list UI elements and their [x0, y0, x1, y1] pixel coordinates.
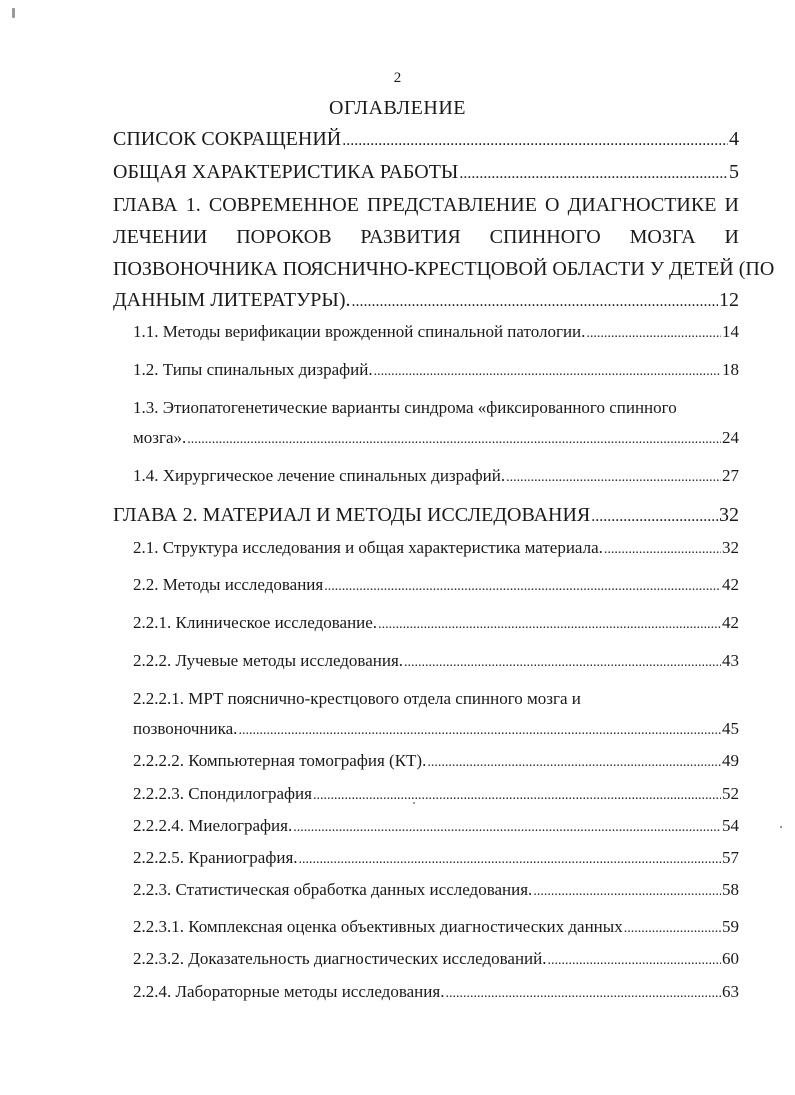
toc-1-3-line-1: 1.3. Этиопатогенетические варианты синдрома «фиксированного спинного	[133, 398, 677, 417]
dot-leader	[404, 651, 721, 671]
dot-leader	[352, 289, 719, 312]
toc-entry-2-2-2-3[interactable]	[133, 784, 739, 804]
dot-leader	[313, 784, 721, 804]
dot-leader	[506, 466, 721, 486]
toc-entry-1-1[interactable]	[133, 322, 739, 342]
toc-entry-label: 2.2.2.3. Спондилография	[133, 784, 312, 803]
toc-entry-page: 14	[722, 322, 739, 341]
dot-leader	[459, 161, 728, 184]
dot-leader	[624, 917, 721, 937]
toc-entry-page: 5	[729, 161, 739, 183]
dot-leader	[548, 949, 722, 969]
toc-entry-2-2-3[interactable]	[133, 880, 739, 900]
toc-entry-2-2-2-5[interactable]	[133, 848, 739, 868]
toc-entry-label: 2.2.3. Статистическая обработка данных исследования.	[133, 880, 533, 899]
toc-entry-page: 32	[719, 504, 739, 526]
toc-entry-2-1[interactable]	[133, 538, 739, 558]
toc-entry-label: 1.1. Методы верификации врожденной спинальной патологии.	[133, 322, 586, 341]
toc-entry-page: 57	[722, 848, 739, 867]
toc-entry-2-2-2-2[interactable]	[133, 751, 739, 771]
toc-entry-page: 59	[722, 917, 739, 936]
toc-2-2-2-1-line-1: 2.2.2.1. МРТ пояснично-крестцового отдела спинного мозга и	[133, 689, 581, 708]
toc-entry-label: 2.2.2.2. Компьютерная томография (КТ).	[133, 751, 427, 770]
dot-leader	[238, 719, 721, 739]
toc-entry-label: 2.2.2.5. Краниография.	[133, 848, 298, 867]
toc-entry-label: 2.2.3.1. Комплексная оценка объективных диагностических данных	[133, 917, 623, 936]
toc-entry-2-2-3-2[interactable]	[133, 949, 739, 969]
dot-leader	[591, 504, 718, 527]
dot-leader	[427, 751, 721, 771]
toc-chapter1-line-2: ЛЕЧЕНИИ ПОРОКОВ РАЗВИТИЯ СПИННОГО МОЗГА И	[113, 226, 739, 248]
toc-entry-label: 2.2. Методы исследования	[133, 575, 324, 594]
toc-entry-label: 2.2.3.2. Доказательность диагностических исследований.	[133, 949, 547, 968]
toc-entry-2-2-1[interactable]	[133, 613, 739, 633]
toc-entry-1-4[interactable]	[133, 466, 739, 486]
toc-entry-abbreviations[interactable]	[113, 128, 739, 151]
toc-entry-page: 43	[722, 651, 739, 670]
toc-entry-label: 1.2. Типы спинальных дизрафий.	[133, 360, 373, 379]
toc-entry-label: 2.2.4. Лабораторные методы исследования.	[133, 982, 445, 1001]
toc-entry-page: 24	[722, 428, 739, 447]
toc-entry-label: 2.2.2. Лучевые методы исследования.	[133, 651, 404, 670]
toc-entry-page: 42	[722, 575, 739, 594]
scan-artifact	[780, 826, 782, 828]
toc-entry-page: 27	[722, 466, 739, 485]
dot-leader	[324, 575, 721, 595]
toc-entry-label: 2.2.1. Клиническое исследование.	[133, 613, 378, 632]
dot-leader	[604, 538, 721, 558]
toc-entry-2-2-4[interactable]	[133, 982, 739, 1002]
dot-leader	[374, 360, 721, 380]
dot-leader	[299, 848, 721, 868]
page-title: ОГЛАВЛЕНИЕ	[329, 97, 466, 119]
toc-entry-page: 12	[719, 289, 739, 311]
dot-leader	[378, 613, 721, 633]
toc-entry-1-3[interactable]	[133, 428, 739, 448]
toc-chapter1-line-1: ГЛАВА 1. СОВРЕМЕННОЕ ПРЕДСТАВЛЕНИЕ О ДИАГНОСТИКЕ И	[113, 194, 739, 216]
toc-entry-label: 2.2.2.4. Миелография.	[133, 816, 293, 835]
scan-artifact	[12, 8, 15, 18]
toc-entry-chapter-2[interactable]	[113, 504, 739, 527]
toc-entry-2-2-2[interactable]	[133, 651, 739, 671]
toc-entry-label: ГЛАВА 2. МАТЕРИАЛ И МЕТОДЫ ИССЛЕДОВАНИЯ	[113, 504, 591, 526]
dot-leader	[187, 428, 721, 448]
page-number: 2	[393, 70, 402, 86]
scan-artifact	[413, 802, 415, 804]
toc-entry-label: ОБЩАЯ ХАРАКТЕРИСТИКА РАБОТЫ	[113, 161, 459, 183]
dot-leader	[586, 322, 721, 342]
toc-entry-label: СПИСОК СОКРАЩЕНИЙ	[113, 128, 342, 150]
toc-entry-label: мозга».	[133, 428, 187, 447]
toc-entry-chapter-1[interactable]	[113, 289, 739, 312]
dot-leader	[342, 128, 728, 151]
toc-entry-page: 18	[722, 360, 739, 379]
toc-entry-2-2-3-1[interactable]	[133, 917, 739, 937]
toc-entry-general-description[interactable]	[113, 161, 739, 184]
toc-entry-2-2-2-4[interactable]	[133, 816, 739, 836]
toc-entry-2-2-2-1[interactable]	[133, 719, 739, 739]
toc-entry-1-2[interactable]	[133, 360, 739, 380]
toc-entry-page: 58	[722, 880, 739, 899]
toc-entry-label: 1.4. Хирургическое лечение спинальных дизрафий.	[133, 466, 506, 485]
toc-entry-page: 54	[722, 816, 739, 835]
toc-entry-page: 52	[722, 784, 739, 803]
toc-entry-label: ДАННЫМ ЛИТЕРАТУРЫ).	[113, 289, 351, 311]
toc-entry-page: 60	[722, 949, 739, 968]
toc-entry-page: 63	[722, 982, 739, 1001]
toc-entry-page: 45	[722, 719, 739, 738]
toc-entry-2-2[interactable]	[133, 575, 739, 595]
toc-entry-label: позвоночника.	[133, 719, 238, 738]
toc-entry-label: 2.1. Структура исследования и общая характеристика материала.	[133, 538, 603, 557]
toc-entry-page: 32	[722, 538, 739, 557]
toc-entry-page: 4	[729, 128, 739, 150]
dot-leader	[445, 982, 721, 1002]
toc-chapter1-line-3: ПОЗВОНОЧНИКА ПОЯСНИЧНО-КРЕСТЦОВОЙ ОБЛАСТИ У ДЕТЕЙ (ПО	[113, 258, 775, 280]
dot-leader	[293, 816, 721, 836]
toc-entry-page: 49	[722, 751, 739, 770]
dot-leader	[533, 880, 721, 900]
toc-entry-page: 42	[722, 613, 739, 632]
